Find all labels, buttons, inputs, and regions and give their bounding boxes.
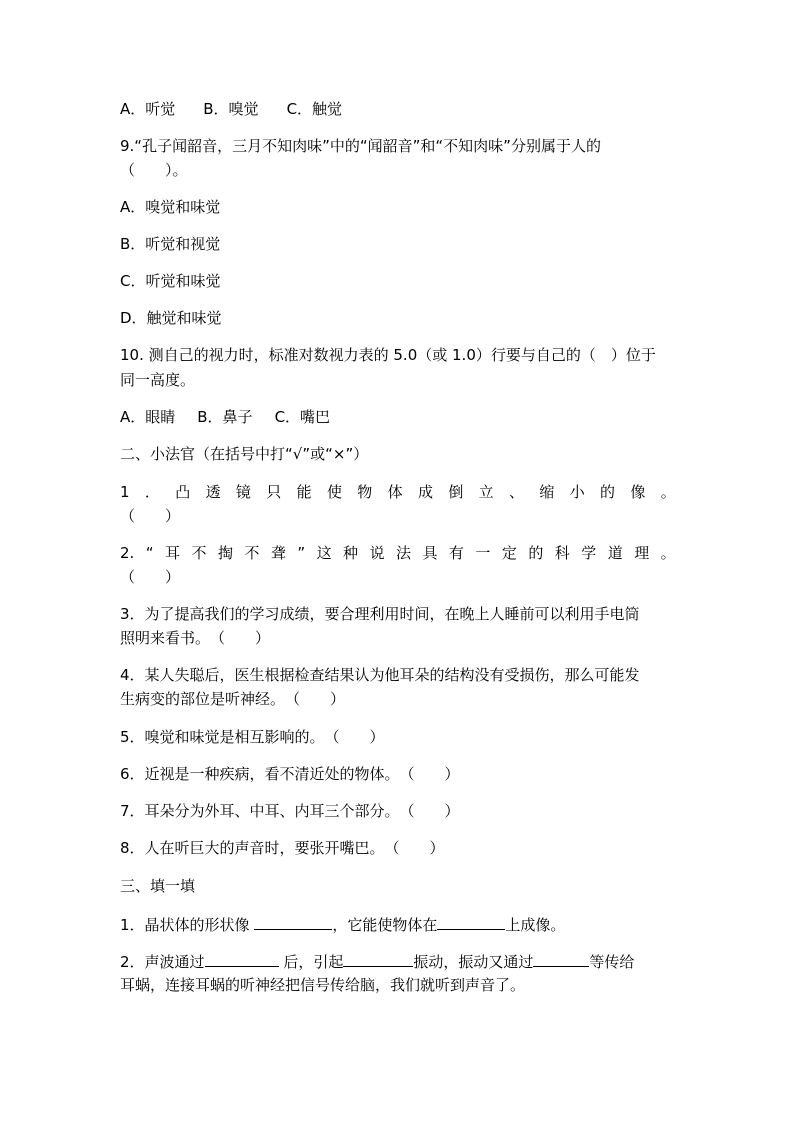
q9-option-a: A．嗅觉和味觉 (120, 198, 221, 216)
statement-char: 定 (501, 544, 517, 562)
option-b: B．鼻子 (197, 408, 253, 426)
statement-char: 学 (581, 544, 597, 562)
statement-2-paren: （ ） (120, 568, 181, 586)
statement-2 (120, 543, 676, 563)
statement-char: 使 (326, 483, 342, 501)
statement-4-line1: 4．某人失聪后，医生根据检查结果认为他耳朵的结构没有受损伤，那么可能发 (120, 666, 640, 684)
statement-char: 小 (569, 483, 585, 501)
statement-char: 的 (600, 483, 616, 501)
statement-char: 像 (630, 483, 646, 501)
statement-char: 2. (120, 544, 135, 562)
section2-title: 二、小法官（在括号中打“√”或“×”） (120, 445, 369, 463)
statement-char: 1 (120, 483, 130, 501)
q9-option-b: B．听觉和视觉 (120, 235, 221, 253)
option-c: C．嘴巴 (274, 408, 331, 426)
answer-blank[interactable] (205, 950, 279, 967)
statement-char: 耳 (165, 544, 181, 562)
statement-char: ” (297, 544, 306, 562)
statement-4-line2: 生病变的部位是听神经。 （ ） (120, 690, 346, 708)
statement-char: 立 (478, 483, 494, 501)
statement-char: 的 (528, 544, 544, 562)
statement-char: 不 (244, 544, 260, 562)
statement-char: 科 (554, 544, 570, 562)
statement-char: 倒 (448, 483, 464, 501)
statement-3-line1: 3．为了提高我们的学习成绩，要合理利用时间，在晚上人睡前可以利用手电筒 (120, 605, 640, 623)
statement-char: 。 (660, 544, 676, 562)
q9-line1: 9.“孔子闻韶音，三月不知肉味”中的“闻韶音”和“不知肉味”分别属于人的 (120, 137, 601, 155)
statement-char: 不 (191, 544, 207, 562)
statement-char: “ (145, 544, 154, 562)
fill-1: 1．晶状体的形状像 ，它能使物体在 上成像。 (120, 913, 565, 935)
statement-char: 。 (660, 483, 676, 501)
statement-char: 体 (387, 483, 403, 501)
statement-char: 镜 (235, 483, 251, 501)
section3-title: 三、填一填 (120, 877, 196, 895)
statement-char: 凸 (175, 483, 191, 501)
answer-blank[interactable] (343, 950, 413, 967)
statement-char: 成 (417, 483, 433, 501)
option-a: A．听觉 (120, 100, 176, 118)
statement-5: 5．嗅觉和味觉是相互影响的。 （ ） (120, 728, 385, 746)
option-c: C．触觉 (286, 100, 343, 118)
statement-6: 6．近视是一种疾病，看不清近处的物体。 （ ） (120, 765, 460, 783)
q10-line2: 同一高度。 (120, 371, 196, 389)
statement-char: 法 (395, 544, 411, 562)
statement-1 (120, 482, 676, 502)
fill-2-line2: 耳蜗，连接耳蜗的听神经把信号传给脑，我们就听到声音了。 (120, 976, 526, 994)
statement-7: 7．耳朵分为外耳、中耳、内耳三个部分。 （ ） (120, 802, 460, 820)
statement-8: 8．人在听巨大的声音时，要张开嘴巴。 （ ） (120, 839, 445, 857)
statement-char: 种 (343, 544, 359, 562)
q8-options (120, 99, 342, 119)
statement-char: 说 (369, 544, 385, 562)
statement-char: ． (144, 483, 160, 501)
statement-char: 缩 (539, 483, 555, 501)
statement-1-paren: （ ） (120, 507, 181, 525)
statement-char: 具 (422, 544, 438, 562)
answer-blank[interactable] (254, 913, 332, 930)
statement-char: 一 (475, 544, 491, 562)
q9-line2: （ ）。 (120, 161, 188, 179)
option-a: A．眼睛 (120, 408, 176, 426)
statement-char: 、 (509, 483, 525, 501)
statement-char: 能 (296, 483, 312, 501)
statement-char: 聋 (270, 544, 286, 562)
q10-line1: 10. 测自己的视力时，标准对数视力表的 5.0（或 1.0）行要与自己的（ ）位于 (120, 346, 656, 364)
statement-char: 有 (448, 544, 464, 562)
option-b: B．嗅觉 (203, 100, 259, 118)
q9-option-c: C．听觉和味觉 (120, 272, 221, 290)
statement-3-line2: 照明来看书。 （ ） (120, 629, 271, 647)
statement-char: 物 (357, 483, 373, 501)
statement-char: 理 (634, 544, 650, 562)
fill-2-line1: 2．声波通过 后，引起 振动，振动又通过 等传给 (120, 950, 634, 972)
answer-blank[interactable] (533, 950, 589, 967)
q9-option-d: D．触觉和味觉 (120, 309, 222, 327)
q10-options (120, 407, 330, 427)
statement-char: 透 (205, 483, 221, 501)
statement-char: 道 (607, 544, 623, 562)
statement-char: 只 (266, 483, 282, 501)
statement-char: 掏 (217, 544, 233, 562)
answer-blank[interactable] (437, 913, 505, 930)
statement-char: 这 (316, 544, 332, 562)
